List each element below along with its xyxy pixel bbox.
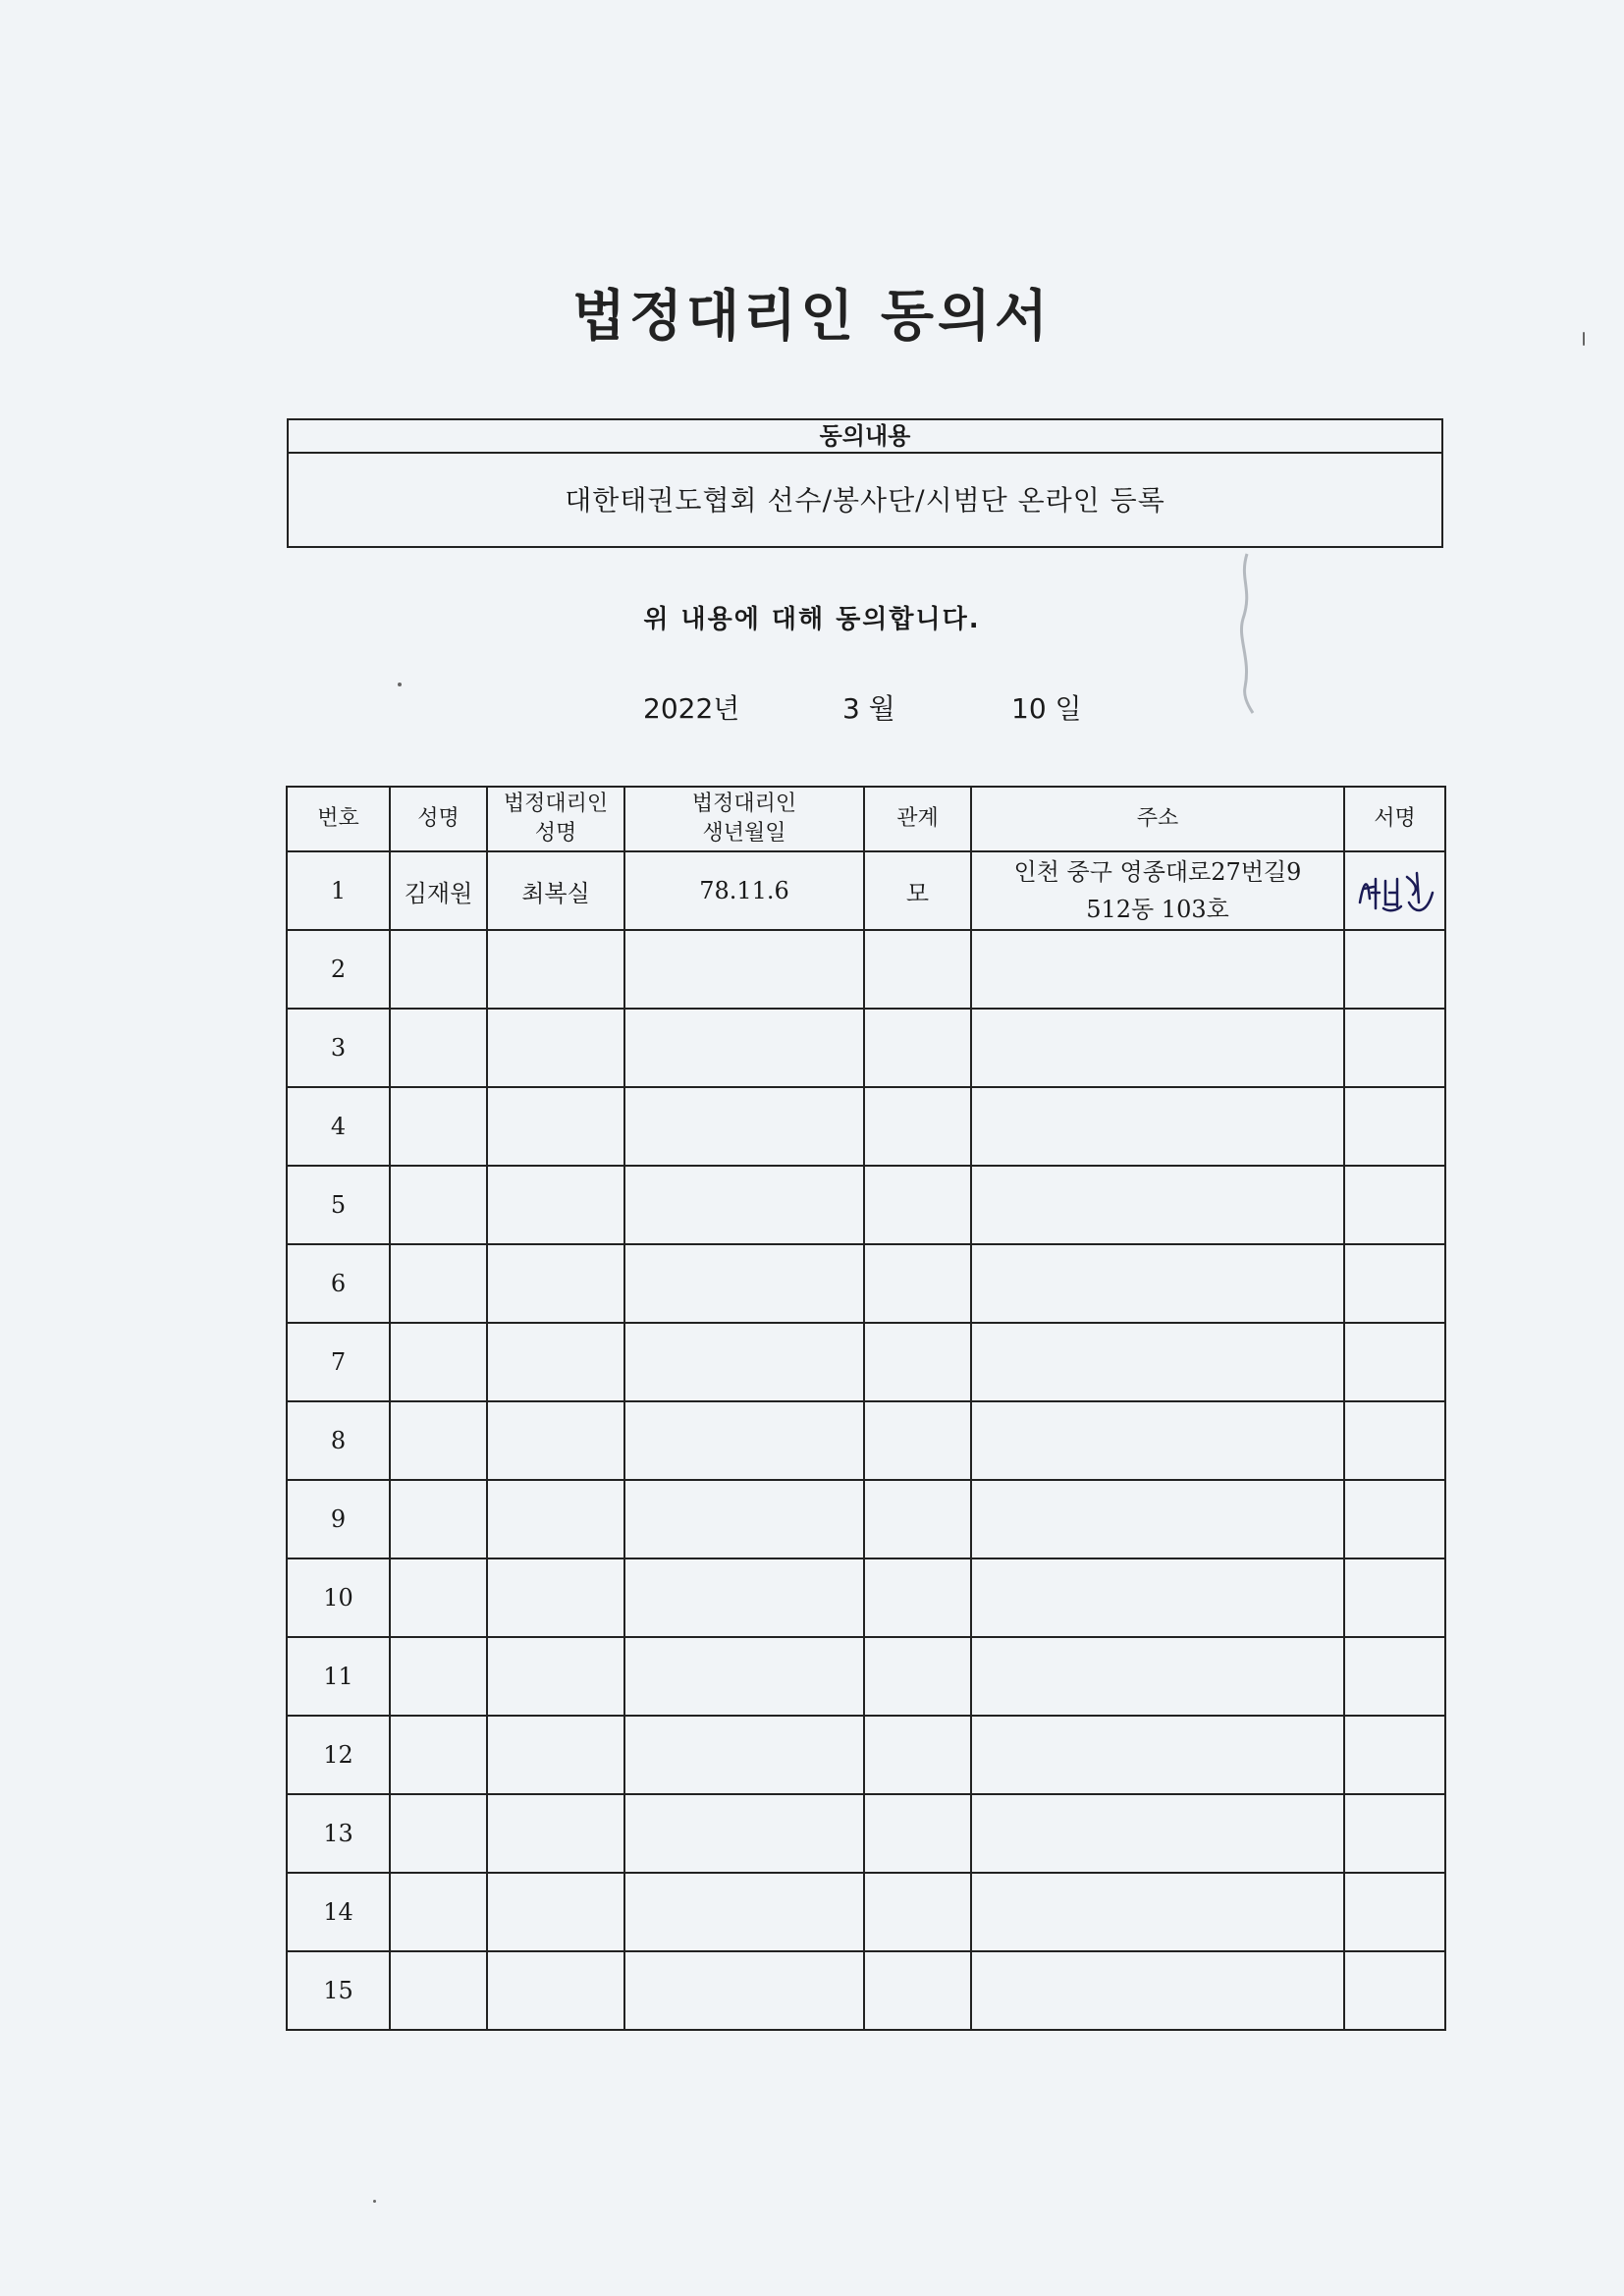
table-row [287,1244,1445,1323]
consent-box-header: 동의내용 [289,420,1441,454]
row-no: 5 [287,1166,390,1244]
row-address-line2: 512동 103호 [1086,896,1229,923]
table-row [287,930,1445,1009]
scan-speck [373,2200,376,2203]
table-row [287,851,1445,930]
header-guardian-birth-line2: 생년월일 [702,821,786,846]
date-year: 2022년 [643,692,740,725]
table-row [287,1873,1445,1951]
header-guardian-name-line1: 법정대리인 [503,792,609,816]
header-guardian-birth [624,787,864,851]
consent-box-content: 대한태권도협회 선수/봉사단/시범단 온라인 등록 [565,484,1165,517]
agreement-statement: 위 내용에 대해 동의합니다. [643,605,981,634]
handwritten-signature-icon [1354,863,1436,918]
row-no: 3 [287,1009,390,1087]
row-no: 2 [287,930,390,1009]
table-row [287,1637,1445,1716]
scan-smudge-icon [1218,550,1276,717]
row-address [971,851,1344,930]
row-no: 8 [287,1401,390,1480]
guardian-table [286,786,1446,2031]
header-relation: 관계 [864,787,971,851]
header-guardian-name [487,787,624,851]
row-no: 9 [287,1480,390,1558]
row-no: 14 [287,1873,390,1951]
table-row [287,1323,1445,1401]
date-month: 3 월 [842,692,895,725]
header-guardian-name-line2: 성명 [534,821,577,846]
row-no: 13 [287,1794,390,1873]
table-row [287,1716,1445,1794]
scan-speck [1583,332,1585,346]
row-guardian-name: 최복실 [487,851,624,930]
table-row [287,1401,1445,1480]
table-row [287,1794,1445,1873]
table-row [287,1951,1445,2030]
row-address-line1: 인천 중구 영종대로27번길9 [1013,858,1302,886]
header-name: 성명 [390,787,487,851]
table-row [287,1009,1445,1087]
row-name: 김재원 [390,851,487,930]
table-row [287,1087,1445,1166]
row-no: 10 [287,1558,390,1637]
row-no: 15 [287,1951,390,2030]
table-row [287,1558,1445,1637]
scan-speck [398,683,402,686]
header-no: 번호 [287,787,390,851]
date-day: 10 일 [1011,692,1082,725]
row-no: 7 [287,1323,390,1401]
row-no: 1 [287,851,390,930]
header-guardian-birth-line1: 법정대리인 [691,792,797,816]
header-address: 주소 [971,787,1344,851]
header-signature: 서명 [1344,787,1445,851]
table-row [287,1480,1445,1558]
table-row [287,1166,1445,1244]
row-guardian-birth: 78.11.6 [624,851,864,930]
row-relation: 모 [864,851,971,930]
table-header-row [287,787,1445,851]
document-title: 법정대리인 동의서 [571,285,1053,349]
row-no: 12 [287,1716,390,1794]
row-signature [1344,851,1445,930]
row-no: 6 [287,1244,390,1323]
consent-box [287,418,1443,548]
row-no: 4 [287,1087,390,1166]
row-no: 11 [287,1637,390,1716]
